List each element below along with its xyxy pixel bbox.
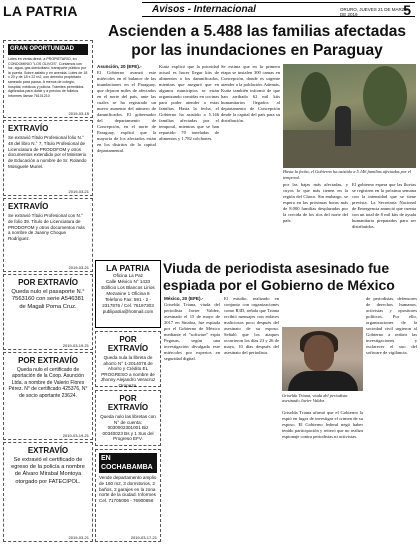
ad-libreta-ahorro [95,331,161,387]
ad-title: GRAN OPORTUNIDAD [8,44,88,55]
ad-ref: 2019-03-15 [68,111,89,116]
agency-line: publipatria@hotmail.com [102,309,154,314]
ad-text: Queda nulo el pasaporte N.° 7563160 con serie A546381 de Magali Poma Cruz. [11,289,85,310]
ad-title: POR EXTRAVÍO [18,278,78,287]
ad-title: POR EXTRAVÍO [107,394,149,412]
ad-extravio-2 [3,198,93,272]
story1-column-3 [221,64,280,124]
ad-cochabamba [95,449,161,542]
story2-column-2 [224,296,279,356]
ad-text: Vende departamento amplio de 160 m2, 3 dormitorios, 2 baños, 2 garajes en la zona norte de la ciudad. Informes Cel. 71705006 - 76900656 [99,475,157,504]
agency-office-box [95,260,161,328]
story2-column-1 [164,296,220,362]
ad-title: EXTRAVÍO [27,446,69,455]
ad-title: EXTRAVÍO [8,202,49,211]
agency-line: Mezanine 1 Oficina 8 [106,291,150,296]
story2-text-1: Griselda Triana, viuda del periodista Javier Valdez, asesinado el 15 de mayo de 2017 en Sinaloa, fue espiada por el Gobierno de México mediante el "software" espía Pegasus, según una investigación divulgada este miércoles por expertos en seguridad digital. [164,302,220,361]
story1-column-5 [352,182,416,230]
ad-libretas [95,390,161,446]
ad-egreso [3,442,93,542]
ad-certificado [3,352,93,440]
story1-text-1: El Gobierno avanzó este miércoles en el balance de las inundaciones en el Paraguay, que dejaron miles de afectados en el norte del país, ante las cuales se ha registrado un nuevo aumento del número de damnificados. El gobernador del departamento de Concepción, en el norte de Paraguay, explicó que la mayoría de los afectados están en los distritos de la capital departamental. [97,70,156,153]
agency-line: Calle México N° 1433 [105,279,151,284]
agency-name: LA PATRIA [106,263,150,273]
story2-text-2: El estudio, realizado en conjunto con organizaciones como R3D, señala que Triana recibió mensajes con enlaces maliciosos poco después del asesinato de su esposo. Señaló que los ataques ocurrieron los días 23 y 26 de mayo, 10 días después del asesinato del periodista. [224,296,279,355]
ad-ref: 2019-03-21 [68,265,89,270]
story1-text-4: por las bajas más afectadas, y cuyos lo que más tienen en la región del Chaco. Sin embargo, se espera en las próximas horas más de 8.000 familias desplazadas por la crecida de los ríos del norte del país. [283,182,348,223]
ad-extravio-1 [3,120,93,196]
ad-title: EXTRAVÍO [8,124,49,133]
ad-text: Lotes en venta direct. a PROPIETARIO, en CONDOMINIO "LOS OLIVOS". Contamos con luz, agua, gas domiciliario, transporte público por la puerta. Sobre asfalto y en avenida. Lotes de 18 x 20 y de 18 x 22 m2, con derecho propietario saneado para pausa. A menos de colegio, hospital, médicos y policía. Trámites permitidos. Agilizados para doble y a precios de folletos. Informes llamar 76101210 [8,57,88,98]
ad-title: POR EXTRAVÍO [18,356,78,365]
agency-line: Edificio Los Blancos Lirios [101,285,155,290]
ad-ref: 2019-03-21 [68,535,89,540]
story1-column-1 [97,64,156,154]
section-title: Avisos - Internacional [152,4,256,15]
ad-ref: 2019-03-21 [68,189,89,194]
ad-title: POR EXTRAVÍO [107,335,149,353]
ad-text: Se extravió Título Profesional con N.° de folio 39. Título de Licenciatura de PRODOFOM y otros documentos más a nombre de Juanny Choque Rodríguez. [8,213,85,242]
ad-lotes [3,40,93,118]
dateline: ORURO, JUEVES 21 DE MARZO DE 2019 [340,7,409,17]
ad-text: Queda nulo las libretas con N° de cuenta: 0030002301001 Biz 00340023 Bs y 1 Sus del Progreso EFV. [100,414,156,442]
agency-line: Telefono Fax: 591 - 2 - [105,297,151,302]
newspaper-brand: LA PATRIA [3,3,78,19]
story2-text-3: Griselda Triana afirmó que el Gobierno la espió en lugar de investigar el crimen de su esposo. El Gobierno federal negó haber tenido participación y reiteró que no realiza espionaje contra periodistas ni activistas. [282,410,363,439]
masthead [0,0,420,20]
ad-text: Queda nula la libreta de ahorro N° 1-2014078 de Ahorro y Crédito EL PROGRESO a nombre de Jhonny Alejandro Veracruz Oropeza. [100,355,156,388]
story1-text-3: Se estima que en la primera etapa se instalen 300 camas en Concepción, donde es urgente atender a la población. Además, Kuttz también informó de que han arribado 62 mil kits humanitarios llegados al departamento de Concepción desde la capital del país para su distribución. [221,64,280,123]
ad-ref: 2019-03-17-21 [130,535,157,540]
ad-title: EN COCHABAMBA [99,453,157,473]
ad-ref: 2019-03-19-21 [62,343,89,348]
story1-text-2: Kuttz explicó que la prioridad actual es hacer llegar kits de alimentos a los damnificados, mientras que aseguró que en algunos municipios se están organizando comidas en cocinas para poder atender a estas familias. Hasta la fecha, el Gobierno ha asistido a 5.146 familias afectadas por el temporal, mientras que se han repartido 70 toneladas de alimentos y 1.782 colchones. [159,64,219,141]
widow-photo-caption: Griselda Triana, viuda del periodista asesinado Javier Valdez. [282,393,348,404]
story1-column-2 [159,64,219,142]
flood-photo [283,64,416,168]
ad-text: Queda nulo el certificado de aportación de la Coop. Asunción Ltda. a nombre de Valerio Flores Pérez. N° de certificado 425376, N° de socio aportante 23624. [8,367,88,399]
widow-photo [282,327,363,391]
story1-text-5: El gobierno espera que las lluvias se registren en la próxima semana con la intensidad que se tiene prevista. La Secretaría Nacional de Emergencia anunció que cuenta con un total de 8 mil kits de ayuda humanitaria preparados para ser distribuidos. [352,182,416,229]
agency-line: Oficina La Paz [113,273,143,278]
headline-mexico: Viuda de periodista asesinado fue espiada por el Gobierno de México [163,260,395,293]
story2-byline: México, 20 (EFE).- [164,296,204,301]
page-number: 5 [403,2,411,18]
ad-text: Se extravió el certificado de egreso de la policía a nombre de Álvaro Mirabal Montoya otorgado por FATECIPOL. [11,457,85,485]
ad-ref: 2019-03-19-21 [62,433,89,438]
story2-column-4 [366,296,417,356]
section-bar [142,2,415,17]
story2-column-3 [282,410,363,440]
story1-byline: Asunción, 20 (EFE).- [97,64,142,69]
story2-text-4: de periodistas, defensores de derechos humanos, activistas y opositores políticos. Por ello, organizaciones de la sociedad civil urgieron al Gobierno a reabrir las investigaciones y esclarecer el uso del software de vigilancia. [366,296,417,355]
agency-line: 2317876 / Cel. 76197303 [102,303,154,308]
ad-pasaporte [3,274,93,350]
flood-photo-caption: Hasta la fecha, el Gobierno ha asistido a 5.146 familias afectadas por el temporal. [283,169,412,180]
ad-text: Se extravió Título Profesional folio N.° 48 del libro N.° 7, Título Profesional de Licenciatura de PRODOFOM y otros documentos extendido por el Ministerio de Educación a nombre de Sr. Rolando Mosiguele Muriel. [8,135,87,169]
headline-paraguay: Ascienden a 5.488 las familias afectadas por las inundaciones en Paraguay [107,23,407,59]
story1-column-4 [283,182,348,224]
classifieds-column [3,40,93,542]
